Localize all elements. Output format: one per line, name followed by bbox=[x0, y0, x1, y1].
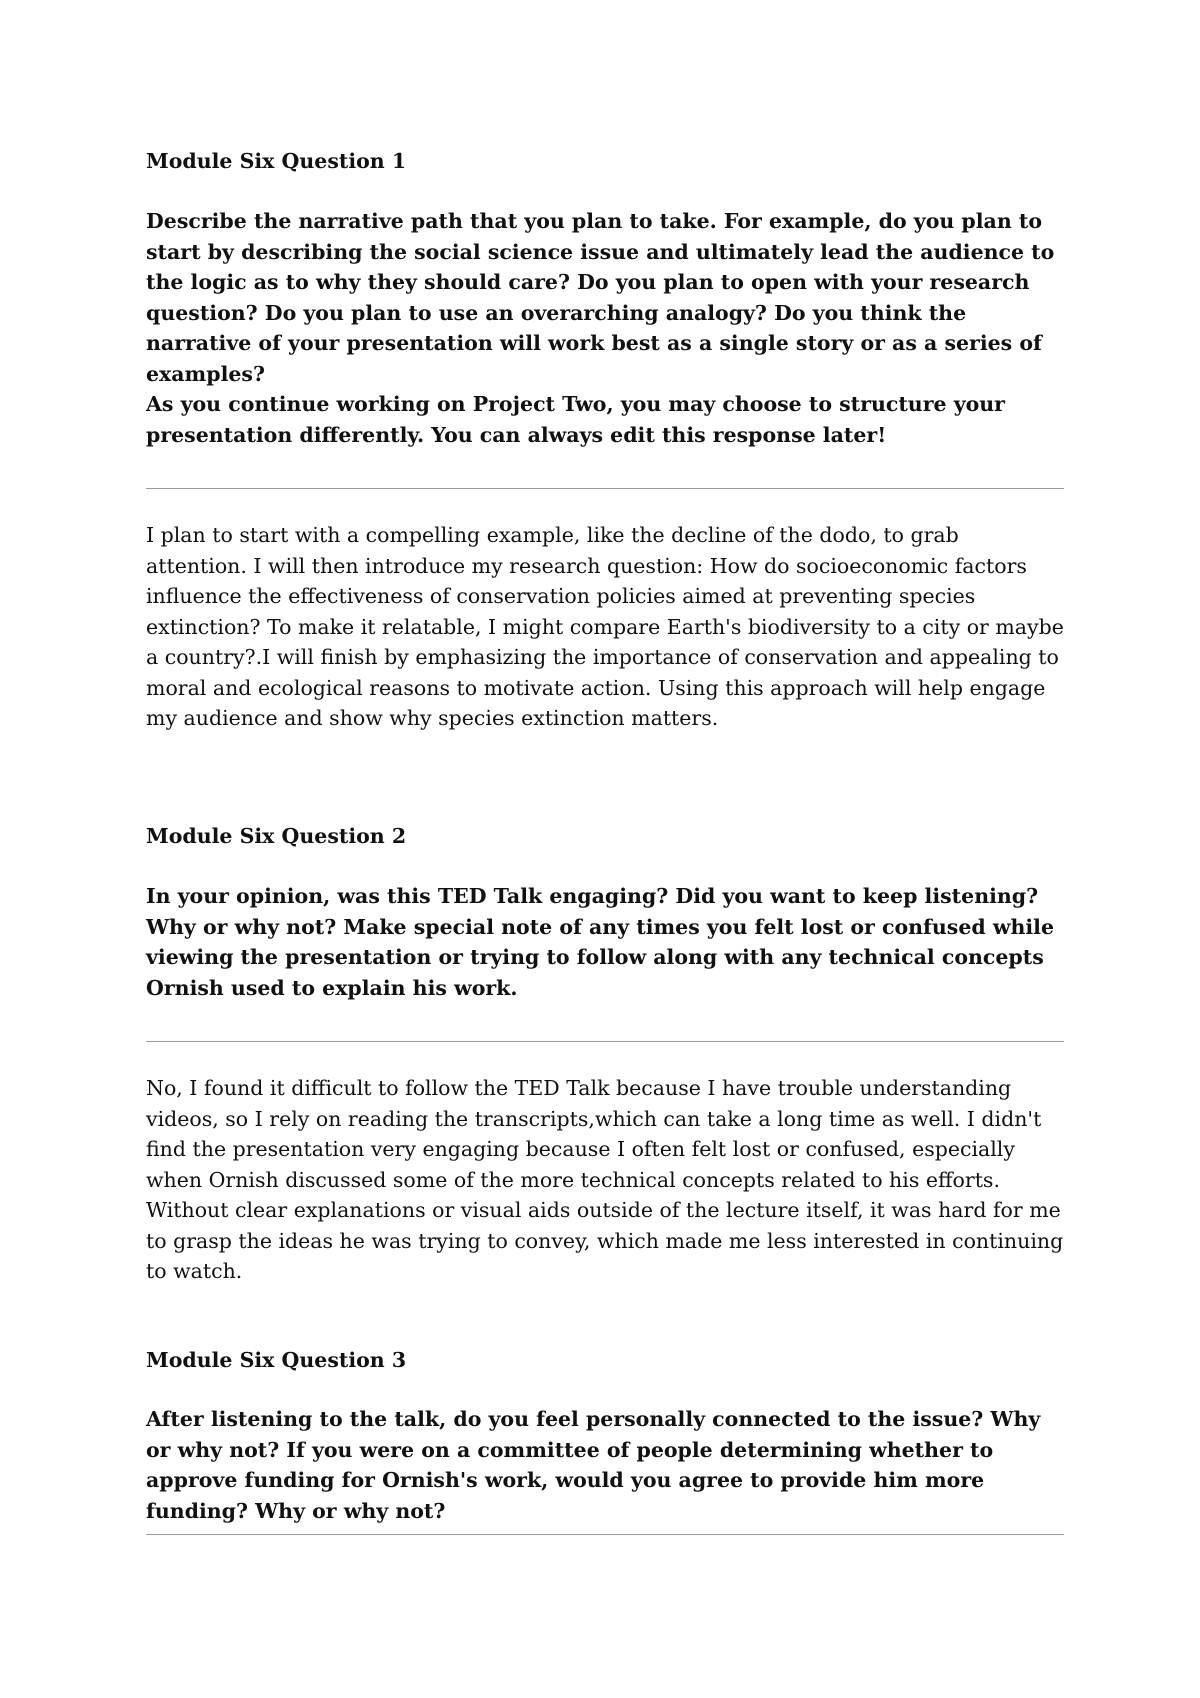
question-3-divider bbox=[146, 1534, 1064, 1535]
question-2-divider bbox=[146, 1041, 1064, 1042]
question-1-title: Module Six Question 1 bbox=[146, 149, 407, 173]
question-1-answer: I plan to start with a compelling example, like the decline of the dodo, to grab attention. I will then introduce my research question: How do socioeconomic factors influence the effectiveness of conservation policies aimed at preventing species extinction? To make it relatable, I might compare Earth's biodiversity to a city or maybe a country?.I will finish by emphasizing the importance of conservation and appealing to moral and ecological reasons to motivate action. Using this approach will help engage my audience and show why species extinction matters. bbox=[146, 523, 1064, 730]
question-1-prompt: Describe the narrative path that you plan to take. For example, do you plan to start by describing the social science issue and ultimately lead the audience to the logic as to why they should care? Do you plan to open with your research question? Do you plan to use an overarching analogy? Do you think the narrative of your presentation will work best as a single story or as a series of examples? bbox=[146, 209, 1055, 386]
question-1-note: As you continue working on Project Two, you may choose to structure your presentation differently. You can always edit this response later! bbox=[146, 392, 1005, 447]
question-3-prompt: After listening to the talk, do you feel personally connected to the issue? Why or why not? If you were on a committee of people determining whether to approve funding for Ornish's work, would you agree to provide him more funding? Why or why not? bbox=[146, 1407, 1041, 1523]
question-3-title: Module Six Question 3 bbox=[146, 1348, 407, 1372]
question-2-answer: No, I found it difficult to follow the TED Talk because I have trouble understanding videos, so I rely on reading the transcripts,which can take a long time as well. I didn't find the presentation very engaging because I often felt lost or confused, especially when Ornish discussed some of the more technical concepts related to his efforts. Without clear explanations or visual aids outside of the lecture itself, it was hard for me to grasp the ideas he was trying to convey, which made me less interested in continuing to watch. bbox=[146, 1076, 1064, 1283]
question-1-divider bbox=[146, 488, 1064, 489]
question-2-title: Module Six Question 2 bbox=[146, 824, 407, 848]
question-2-prompt: In your opinion, was this TED Talk engaging? Did you want to keep listening? Why or why not? Make special note of any times you felt lost or confused while viewing the presentation or trying to follow along with any technical concepts Ornish used to explain his work. bbox=[146, 884, 1055, 1000]
